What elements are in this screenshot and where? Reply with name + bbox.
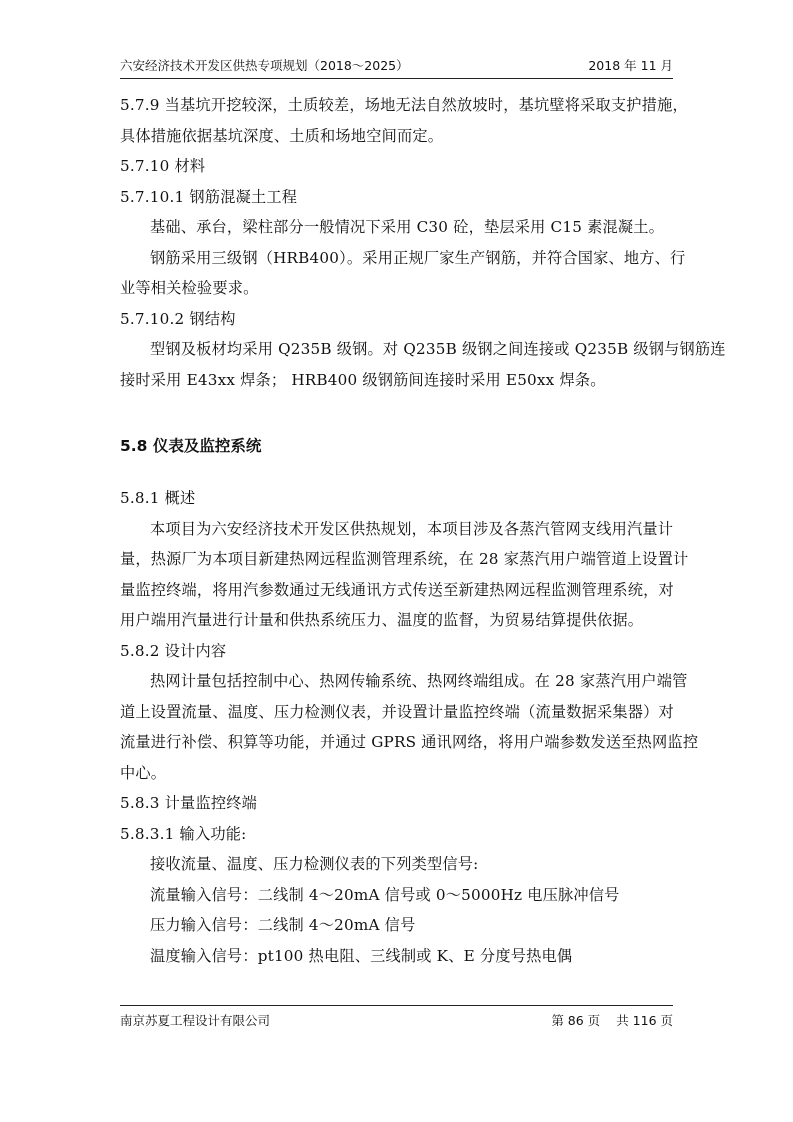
section-spacer (120, 395, 673, 431)
heading-5-7-10: 5.7.10 材料 (120, 157, 206, 175)
paragraph-5-7-9-line-1: 5.7.9 当基坑开挖较深，土质较差，场地无法自然放坡时，基坑壁将采取支护措施， (120, 96, 688, 114)
paragraph-steel-line-1: 型钢及板材均采用 Q235B 级钢。对 Q235B 级钢之间连接或 Q235B 级钢与钢筋连 (150, 340, 726, 358)
paragraph-flow-signal: 流量输入信号：二线制 4～20mA 信号或 0～5000Hz 电压脉冲信号 (150, 885, 620, 904)
section-spacer (120, 461, 673, 483)
paragraph-overview-line-4: 用户端用汽量进行计量和供热系统压力、温度的监督，为贸易结算提供依据。 (120, 611, 644, 629)
paragraph-design-line-1: 热网计量包括控制中心、热网传输系统、热网终端组成。在 28 家蒸汽用户端管 (150, 672, 688, 690)
heading-5-8-3: 5.8.3 计量监控终端 (120, 794, 257, 812)
page-number: 第 86 页 (551, 1013, 601, 1028)
total-pages: 共 116 页 (616, 1013, 673, 1028)
heading-5-7-10-1: 5.7.10.1 钢筋混凝土工程 (120, 187, 298, 206)
heading-5-8-3-1: 5.8.3.1 输入功能: (120, 824, 247, 843)
paragraph-rebar-line-2: 业等相关检验要求。 (120, 279, 259, 297)
page-footer (120, 1011, 673, 1033)
heading-5-8-1: 5.8.1 概述 (120, 489, 196, 507)
header-divider (120, 78, 673, 79)
paragraph-design-line-4: 中心。 (120, 763, 167, 782)
company-name: 南京苏夏工程设计有限公司 (120, 1013, 271, 1028)
footer-divider (120, 1005, 673, 1006)
paragraph-overview-line-2: 量，热源厂为本项目新建热网远程监测管理系统，在 28 家蒸汽用户端管道上设置计 (120, 550, 689, 568)
paragraph-concrete: 基础、承台，梁柱部分一般情况下采用 C30 砼，垫层采用 C15 素混凝土。 (150, 218, 665, 236)
paragraph-overview-line-3: 量监控终端，将用汽参数通过无线通讯方式传送至新建热网远程监测管理系统，对 (120, 580, 674, 599)
paragraph-rebar-line-1: 钢筋采用三级钢（HRB400）。采用正规厂家生产钢筋，并符合国家、地方、行 (150, 248, 686, 267)
paragraph-design-line-3: 流量进行补偿、积算等功能，并通过 GPRS 通讯网络，将用户端参数发送至热网监控 (120, 733, 699, 751)
document-title: 六安经济技术开发区供热专项规划（2018～2025） (120, 58, 409, 73)
page-header (120, 56, 673, 78)
paragraph-input-intro: 接收流量、温度、压力检测仪表的下列类型信号: (150, 855, 479, 873)
paragraph-5-7-9-line-2: 具体措施依据基坑深度、土质和场地空间而定。 (120, 126, 444, 145)
page-body (120, 90, 726, 971)
section-heading-5-8: 5.8 仪表及监控系统 (120, 437, 262, 455)
heading-5-7-10-2: 5.7.10.2 钢结构 (120, 309, 236, 328)
paragraph-steel-line-2: 接时采用 E43xx 焊条； HRB400 级钢筋间连接时采用 E50xx 焊条。 (120, 370, 606, 389)
paragraph-temperature-signal: 温度输入信号：pt100 热电阻、三线制或 K、E 分度号热电偶 (150, 946, 573, 965)
paragraph-design-line-2: 道上设置流量、温度、压力检测仪表，并设置计量监控终端（流量数据采集器）对 (120, 702, 674, 721)
paragraph-pressure-signal: 压力输入信号：二线制 4～20mA 信号 (150, 916, 416, 934)
paragraph-overview-line-1: 本项目为六安经济技术开发区供热规划，本项目涉及各蒸汽管网支线用汽量计 (150, 519, 674, 538)
page-numbering (551, 1011, 673, 1029)
heading-5-8-2: 5.8.2 设计内容 (120, 641, 227, 660)
document-date: 2018 年 11 月 (588, 58, 673, 73)
